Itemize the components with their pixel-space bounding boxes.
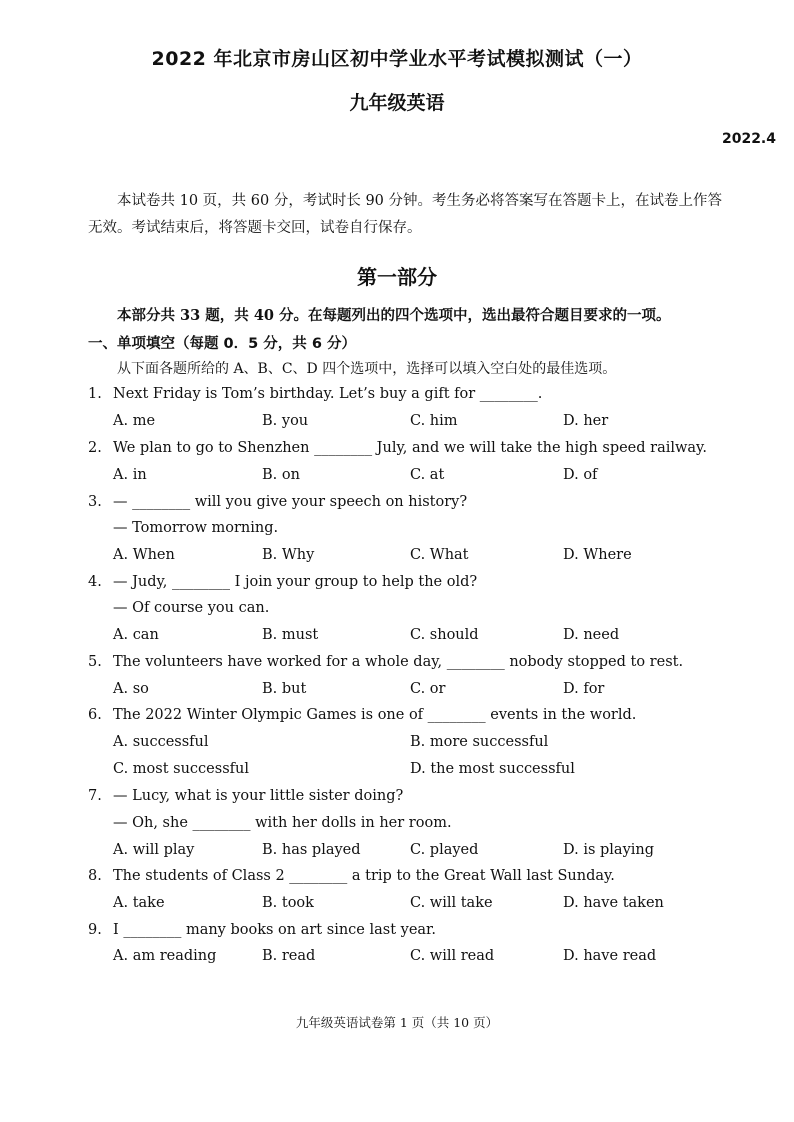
option-a: A. When <box>113 547 175 563</box>
question-number: 7. <box>88 788 102 804</box>
option-b: B. you <box>262 413 309 429</box>
option-a: A. me <box>113 413 156 429</box>
option-d: D. is playing <box>563 842 655 858</box>
dialogue-line: — Tomorrow morning. <box>113 520 279 536</box>
question-number: 9. <box>88 922 102 938</box>
option-b: B. Why <box>262 547 315 563</box>
question-number: 5. <box>88 654 102 670</box>
option-b: B. on <box>262 467 300 483</box>
question-number: 1. <box>88 386 102 402</box>
option-d: D. need <box>563 627 620 643</box>
option-a: A. take <box>113 895 165 911</box>
option-d: D. the most successful <box>410 761 575 777</box>
option-c: C. will read <box>410 948 495 964</box>
option-b: B. but <box>262 681 307 697</box>
option-d: D. of <box>563 467 598 483</box>
question-stem: — Judy, ________ I join your group to help the old? <box>113 574 478 590</box>
option-a: A. can <box>113 627 159 643</box>
option-a: A. in <box>113 467 147 483</box>
exam-subtitle: 九年级英语 <box>349 92 445 114</box>
question-stem: The volunteers have worked for a whole day, ________ nobody stopped to rest. <box>113 654 684 670</box>
option-d: D. have taken <box>563 895 664 911</box>
option-a: A. successful <box>113 734 209 750</box>
page-footer: 九年级英语试卷第 1 页（共 10 页） <box>295 1015 499 1030</box>
option-d: D. for <box>563 681 605 697</box>
exam-title: 2022 年北京市房山区初中学业水平考试模拟测试（一） <box>151 48 643 70</box>
question-number: 6. <box>88 707 102 723</box>
option-b: B. took <box>262 895 314 911</box>
option-c: C. will take <box>410 895 493 911</box>
option-c: C. played <box>410 842 479 858</box>
question-number: 2. <box>88 440 102 456</box>
option-c: C. him <box>410 413 458 429</box>
option-a: A. so <box>113 681 149 697</box>
question-number: 3. <box>88 494 102 510</box>
option-c: C. What <box>410 547 469 563</box>
question-stem: The 2022 Winter Olympic Games is one of ________ events in the world. <box>113 707 637 723</box>
option-a: A. will play <box>113 842 195 858</box>
part-heading: 第一部分 <box>357 265 437 289</box>
exam-date: 2022.4 <box>721 131 776 147</box>
question-stem: We plan to go to Shenzhen ________ July, and we will take the high speed railway. <box>113 440 707 456</box>
exam-instructions: 本试卷共 10 页，共 60 分，考试时长 90 分钟。考生务必将答案写在答题卡上，在试卷上作答无效。考试结束后，将答题卡交回，试卷自行保存。 <box>88 193 723 236</box>
option-c: C. at <box>410 467 445 483</box>
option-d: D. have read <box>563 948 657 964</box>
part-note: 本部分共 33 题，共 40 分。在每题列出的四个选项中，选出最符合题目要求的一项。 <box>117 307 671 324</box>
question-stem: — ________ will you give your speech on history? <box>113 494 468 510</box>
option-c: C. or <box>410 681 446 697</box>
option-c: C. most successful <box>113 761 249 777</box>
question-number: 8. <box>88 868 102 884</box>
option-b: B. more successful <box>410 734 549 750</box>
section-note: 从下面各题所给的 A、B、C、D 四个选项中，选择可以填入空白处的最佳选项。 <box>117 361 617 377</box>
dialogue-line: — Oh, she ________ with her dolls in her room. <box>113 815 452 831</box>
option-a: A. am reading <box>113 948 217 964</box>
question-stem: Next Friday is Tom’s birthday. Let’s buy a gift for ________. <box>113 386 543 402</box>
option-c: C. should <box>410 627 479 643</box>
option-b: B. must <box>262 627 319 643</box>
section-heading: 一、单项填空（每题 0．5 分，共 6 分） <box>88 336 356 352</box>
option-d: D. her <box>563 413 609 429</box>
option-b: B. has played <box>262 842 361 858</box>
question-stem: — Lucy, what is your little sister doing? <box>113 788 404 804</box>
question-number: 4. <box>88 574 102 590</box>
option-b: B. read <box>262 948 316 964</box>
question-stem: The students of Class 2 ________ a trip to the Great Wall last Sunday. <box>113 868 615 884</box>
question-stem: I ________ many books on art since last year. <box>113 922 437 938</box>
option-d: D. Where <box>563 547 632 563</box>
dialogue-line: — Of course you can. <box>113 600 270 616</box>
